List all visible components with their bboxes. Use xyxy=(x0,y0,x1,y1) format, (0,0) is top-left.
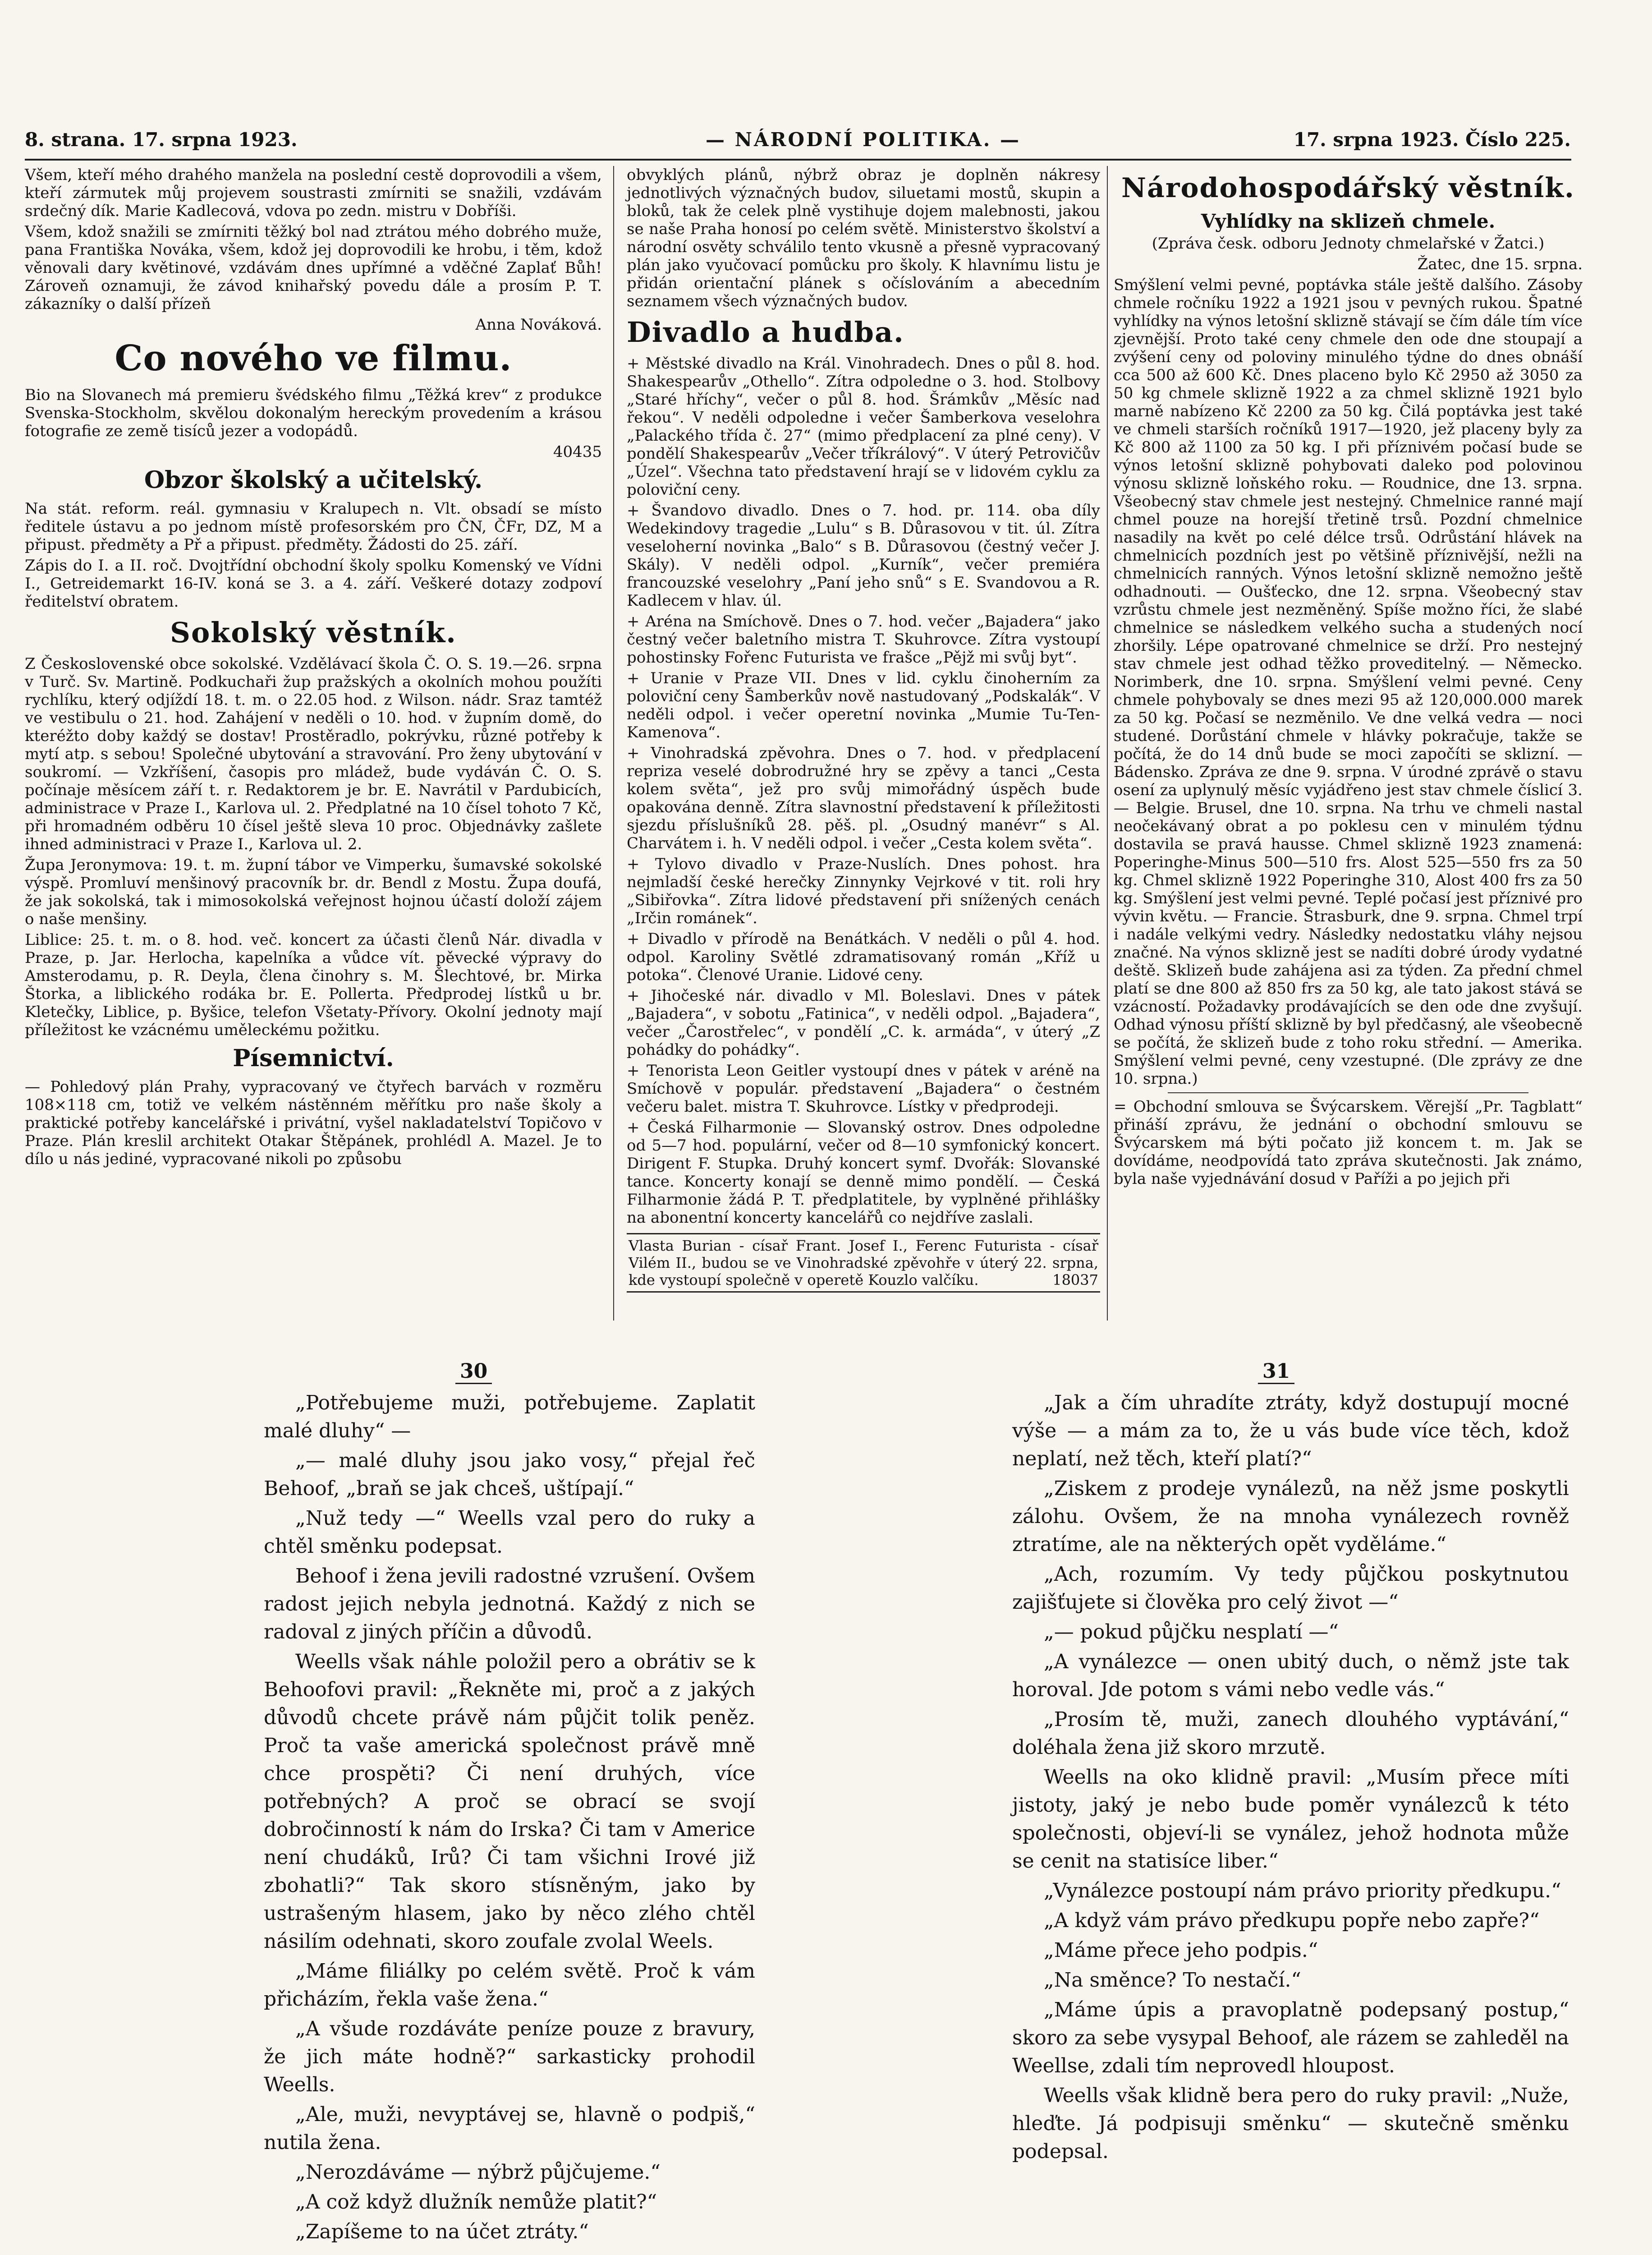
story-column-left xyxy=(264,1389,755,2243)
theatre-heading: Divadlo a hudba. xyxy=(627,316,904,349)
theatre-notice: + Tenorista Leon Geitler vystoupí dnes v pátek v aréně na Smíchově v populár. představení „Bajadera“ o čestném večeru balet. mistra T. Skuhrovce. Lístky v předprodeji. xyxy=(627,1062,1100,1116)
hop-source: (Zpráva česk. odboru Jednoty chmelařské v Žatci.) xyxy=(1152,235,1545,253)
advertisement-code: 18037 xyxy=(1052,1271,1098,1289)
theatre-notice: + Městské divadlo na Král. Vinohradech. Dnes o půl 8. hod. Shakespearův „Othello“. Zítra odpoledne o 3. hod. Stolbovy „Staré hříchy“, večer o půl 8. hod. Šrámkův „Měsíc nad řekou“. V neděli odpoledne i večer Šamberkova veselohra „Palackého třída č. 27“ (mimo předplacení za plné ceny). V pondělí Shakespearův „Večer tříkrálový“. V úterý Petrovičův „Úzel“. Všechna tato představení hrají se v lidovém cyklu za poloviční ceny. xyxy=(627,354,1100,499)
sokol-notice: Župa Jeronymova: 19. t. m. župní tábor ve Vimperku, šumavské sokolské výspě. Promluví menšinový pracovník br. dr. Bendl z Mostu. Župa doufá, že jak sokolská, tak i mimosokolská veřejnost hojnou účastí doloží zájem o naše menšiny. xyxy=(25,856,602,928)
story-paragraph: „Potřebujeme muži, potřebujeme. Zaplatit malé dluhy“ — xyxy=(264,1391,755,1442)
hop-report: Smýšlení velmi pevné, poptávka stále ještě dalšího. Zásoby chmele ročníku 1922 a 1921 jsou v pevných rukou. Špatné vyhlídky na výnos letošní sklizně stávají se čím dále tím více zjevnější. Proto také ceny chmele den ode dne stoupají a zvýšení ceny od poloviny minulého týdne do dnes obnáší cca 500 až 600 Kč. Dnes placeno bylo Kč 2950 až 3050 za 50 kg chmele sklizně 1922 a za chmel sklizně 1921 bylo marně nabízeno Kč 2200 za 50 kg. Čilá poptávka jest také ve chmeli starších ročníků 1917—1920, jež placeny byly za Kč 800 až 1100 za 50 kg. I při příznivém počasí bude se výnos letošní sklizně pohybovati daleko pod polovinou výnosu sklizně loňského roku. — Roudnice, dne 13. srpna. Všeobecný stav chmele jest nestejný. Chmelnice ranné mají chmel pouze na horejší třetině trsů. Pozdní chmelnice nasadily na květ po celé délce trsů. Odrůstání hlávek na chmelnicích pozdních jest po většině příznivější, nežli na chmelnicích ranných. Výnos letošní sklizně nemožno ještě odhadnouti. — Oušťecko, dne 12. srpna. Všeobecný stav vzrůstu chmele jest nezměněný. Spíše možno říci, že slabé chmelnice se následkem velkého sucha a studených nocí zhoršily. Lépe opatrované chmelnice se drží. Pro nestejný stav chmele jest odhad těžko proveditelný. — Německo. Norimberk, dne 10. srpna. Smýšlení velmi pevné. Ceny chmele pohybovaly se dnes mezi 95 až 120,000.000 marek za 50 kg. Počasí se nezměnilo. Ve dne velká vedra — noci studené. Dorůstání chmele v hlávky pokračuje, takže se počítá, že do 14 dnů bude se moci započíti se sklizní. — Bádensko. Zpráva ze dne 9. srpna. V úrodné zprávě o stavu osení za uplynulý měsíc vyjádřeno jest stav chmele číslicí 3. — Belgie. Brusel, dne 10. srpna. Na trhu ve chmeli nastal neočekávaný obrat a po poklesu cen v minulém týdnu dostavila se pravá hausse. Chmel sklizně 1923 znamená: Poperinghe-Minus 500—510 frs. Alost 525—550 frs za 50 kg. Chmel sklizně 1922 Poperinghe 310, Alost 400 frs za 50 kg. Smýšlení jest velmi pevné. Teplé počasí jest příznivé pro vývin květu. — Francie. Štrasburk, dne 9. srpna. Chmel trpí i nadále velkými vedry. Následky nedostatku vláhy nejsou značné. Na výnos sklizně jest se nadíti dobré úrody vydatné deště. Sklizeň bude zahájena asi za týden. Za přední chmel platí se dne 800 až 850 frs za 50 kg, ale tato jakost stává se vzácností. Požadavky prodávajících se den ode dne zvyšují. Odhad výnosu příští sklizně by byl předčasný, ale všeobecně se počítá, že sklizeň bude z toho roku střední. — Amerika. Smýšlení velmi pevné, ceny vzestupné. (Dle zprávy ze dne 10. srpna.) xyxy=(1114,276,1583,1088)
story-paragraph: Weells na oko klidně pravil: „Musím přece míti jistoty, jaký je nebo bude poměr vynálezců k této společnosti, objeví-li se vynález, jehož hodnota může se cenit na statisíce liber.“ xyxy=(1012,1766,1569,1873)
thanks-notice: Všem, kdož snažili se zmírniti těžký bol nad ztrátou mého dobrého muže, pana Františka Nováka, všem, kdož jej doprovodili ke hrobu, i těm, kdož věnovali dary květinové, vzdávám dnes upřímné a vděčné Zaplať Bůh! Zároveň oznamuji, že závod knihařský povedu dále a prosím P. T. zákazníky o další přízeň xyxy=(25,223,602,313)
school-notice: Zápis do I. a II. roč. Dvojtřídní obchodní školy spolku Komenský ve Vídni I., Getreidemarkt 16-IV. koná se 3. a 4. září. Veškeré dotazy zodpoví ředitelství obratem. xyxy=(25,557,602,611)
economy-heading: Národohospodářský věstník. xyxy=(1121,172,1575,204)
theatre-notice: + Vinohradská zpěvohra. Dnes o 7. hod. v předplacení repriza veselé dobrodružné hry se zpěvy a tanci „Cesta kolem světa“, jež pro svůj mimořádný úspěch bude opakována denně. Zítra slavnostní představení k příležitosti sjezdu příslušníků 28. pěš. pl. „Osudný manévr“ s Al. Charvátem i. h. V neděli odpol. i večer „Cesta kolem světa“. xyxy=(627,744,1100,852)
story-paragraph: Weells však klidně bera pero do ruky pravil: „Nuže, hleďte. Já podpisuji směnku“ — skutečně směnku podepsal. xyxy=(1012,2084,1569,2163)
trade-notice: = Obchodní smlouva se Švýcarskem. Věrejší „Pr. Tagblatt“ přináší zprávu, že jednání o obchodní smlouvu se Švýcarskem má býti počato již koncem t. m. Jak se dovídáme, neodpovídá tato zpráva skutečnosti. Jak známo, byla naše vyjednávání dosud v Paříži a po jejich při xyxy=(1114,1098,1583,1188)
story-paragraph: „Ach, rozumím. Vy tedy půjčkou poskytnutou zajišťujete si člověka pro celý život —“ xyxy=(1012,1563,1569,1614)
story-paragraph: „Zapíšeme to na účet ztráty.“ xyxy=(295,2220,589,2243)
story-paragraph: „Máme úpis a pravoplatně podepsaný postup,“ skoro za sebe vysypal Behoof, ale rázem se zahleděl na Weellse, zdali tím neprovedl hloupost. xyxy=(1012,1998,1569,2077)
film-code: 40435 xyxy=(553,443,602,461)
theatre-notice: + Aréna na Smíchově. Dnes o 7. hod. večer „Bajadera“ jako čestný večer baletního mistra T. Skuhrovce. Zítra vystoupí pohostinsky Fořenc Futurista ve frašce „Pějž mi svůj byt“. xyxy=(627,612,1100,667)
column-divider xyxy=(613,166,614,1321)
school-heading: Obzor školský a učitelský. xyxy=(144,466,483,494)
story-column-right xyxy=(1012,1389,1569,2163)
story-paragraph: Behoof i žena jevili radostné vzrušení. Ovšem radost jejich nebyla jednotná. Každý z nich se radoval z jiných příčin a důvodů. xyxy=(264,1565,755,1643)
story-paragraph: „Jak a čím uhradíte ztráty, když dostupují mocné výše — a mám za to, že u vás bude více těch, kdož neplatí, než těch, kteří platí?“ xyxy=(1012,1391,1569,1470)
thanks-signature: Anna Nováková. xyxy=(475,316,602,334)
sokol-notice: Z Československé obce sokolské. Vzdělávací škola Č. O. S. 19.—26. srpna v Turč. Sv. Martině. Podkuchaři žup pražských a okolních mohou použíti rychlíku, který odjíždí 18. t. m. o 22.05 hod. z Wilson. nádr. Sraz tamtéž ve vestibulu o 21. hod. Zahájení v neděli o 10. hod. v župním domě, do kteréžto doby každý se dostav! Prostěradlo, pokrývku, různé potřeby k mytí atp. s sebou! Společné ubytování a stravování. Pro ženy ubytování v soukromí. — Vzkříšení, časopis pro mládež, bude vydáván Č. O. S. počínaje měsícem září t. r. Redaktorem je br. E. Navrátil v Pardubicích, administrace v Praze I., Karlova ul. 2. Předplatné na 10 čísel tohoto 7 Kč, při hromadném odběru 10 čísel ještě sleva 10 proc. Objednávky zašlete ihned administraci v Praze I., Karlova ul. 2. xyxy=(25,655,602,853)
masthead-issue: 17. srpna 1923. Číslo 225. xyxy=(1293,129,1571,151)
theatre-notice: + Divadlo v přírodě na Benátkách. V neděli o půl 4. hod. odpol. Karoliny Světlé zdramatisovaný román „Kříž u potoka“. Členové Uranie. Lidové ceny. xyxy=(627,930,1100,984)
masthead-rule xyxy=(25,159,1571,161)
theatre-notice: + Jihočeské nár. divadlo v Ml. Boleslavi. Dnes v pátek „Bajadera“, v sobotu „Fatinica“, v neděli odpol. „Bajadera“, večer „Čarostřelec“, v pondělí „C. k. armáda“, v úterý „Z pohádky do pohádky“. xyxy=(627,987,1100,1059)
story-paragraph: „Máme filiálky po celém světě. Proč k vám přicházím, řekla vaše žena.“ xyxy=(264,1960,755,2011)
literature-heading: Písemnictví. xyxy=(233,1045,394,1072)
hop-title: Vyhlídky na sklizeň chmele. xyxy=(1201,210,1496,232)
film-notice: Bio na Slovanech má premieru švédského filmu „Těžká krev“ z produkce Svenska-Stockholm, skvělou dokonalým hereckým provedením a krásou fotografie ze země tisíců jezer a vodopádů. xyxy=(25,386,602,440)
story-paragraph: „Ziskem z prodeje vynálezů, na něž jsme poskytli zálohu. Ovšem, že na mnoha vynálezech rovněž ztratíme, ale na některých opět vyděláme.“ xyxy=(1012,1477,1569,1556)
column-1 xyxy=(25,166,602,1321)
story-paragraph: „A což když dlužník nemůže platit?“ xyxy=(295,2191,657,2214)
story-paragraph: „— pokud půjčku nesplatí —“ xyxy=(1044,1620,1339,1643)
advertisement-box xyxy=(627,1233,1100,1293)
column-divider xyxy=(1107,166,1108,1321)
literature-continued: obvyklých plánů, nýbrž obraz je doplněn nákresy jednotlivých význačných budov, siluetami mostů, skupin a bloků, tak že celek plně vystihuje dojem malebnosti, jakou se naše Praha honosí po celém světě. Ministerstvo školství a národní osvěty schválilo tento vkusně a přesně vypracovaný plán jako vyučovací pomůcku pro školy. K hlavnímu listu je přidán orientační plánek s očíslováním a abecedním seznamem všech význačných budov. xyxy=(627,166,1100,310)
story-paragraph: „Vynálezce postoupí nám právo priority předkupu.“ xyxy=(1044,1879,1561,1902)
school-notice: Na stát. reform. reál. gymnasiu v Kralupech n. Vlt. obsadí se místo ředitele ústavu a po jednom místě profesorském pro ČN, ČFr, DZ, M a připust. předměty a Př a připust. předměty. Žádosti do 25. září. xyxy=(25,500,602,554)
column-2 xyxy=(627,166,1100,1321)
story-paragraph: „A vynálezce — onen ubitý duch, o němž jste tak horoval. Jde potom s vámi nebo vedle vás.“ xyxy=(1012,1650,1569,1701)
theatre-notice: + Uranie v Praze VII. Dnes v lid. cyklu činoherním za poloviční ceny Šamberkův nově nastudovaný „Podskalák“. V neděli odpol. i večer operetní novinka „Mumie Tu-Ten-Kamenova“. xyxy=(627,669,1100,741)
story-paragraph: „Máme přece jeho podpis.“ xyxy=(1044,1939,1318,1962)
story-paragraph: Weells však náhle položil pero a obrátiv se k Behoofovi pravil: „Řekněte mi, proč a z jakých důvodů chcete právě nám půjčit tolik peněz. Proč ta vaše americká společnost právě mně chce prospěti? Či není druhých, více potřebných? A proč se obrací se svojí dobročinností k nám do Irska? Či tam v Americe není chudáků, Irů? Či tam všichni Irové již zbohatli?“ Tak skoro stísněným, jako by ustrašeným hlasem, jako by něco zlého chtěl násilím odehnati, skoro zoufale zvolal Weels. xyxy=(264,1650,755,1953)
masthead-title: — NÁRODNÍ POLITIKA. — xyxy=(706,129,1021,151)
theatre-notice: + Tylovo divadlo v Praze-Nuslích. Dnes pohost. hra nejmladší české herečky Zinnynky Vejrkové v tit. roli hry „Sibiřovka“. Zítra lidové představení při snížených cenách „Irčin románek“. xyxy=(627,855,1100,927)
story-paragraph: „Na směnce? To nestačí.“ xyxy=(1044,1969,1301,1992)
section-divider xyxy=(1168,1092,1528,1093)
story-paragraph: „Prosím tě, muži, zanech dlouhého vyptávání,“ doléhala žena již skoro mrzutě. xyxy=(1012,1708,1569,1759)
sokol-heading: Sokolský věstník. xyxy=(170,616,457,649)
advertisement-text: Vlasta Burian - císař Frant. Josef I., Ferenc Futurista - císař Vilém II., budou se ve Vinohradské zpěvohře v úterý 22. srpna, kde vystoupí společně v operetě Kouzlo valčíku. xyxy=(629,1237,1098,1289)
story-paragraph: „Nuž tedy —“ Weells vzal pero do ruky a chtěl směnku podepsat. xyxy=(264,1507,755,1558)
film-heading: Co nového ve filmu. xyxy=(115,338,512,379)
column-3 xyxy=(1114,166,1583,1321)
masthead-date-left: 8. strana. 17. srpna 1923. xyxy=(25,129,298,151)
thanks-notice: Všem, kteří mého drahého manžela na poslední cestě doprovodili a všem, kteří zármutek můj projevem soustrasti zmírniti se snažili, vzdávám srdečný dík. Marie Kadlecová, vdova po zedn. mistru v Dobříši. xyxy=(25,166,602,220)
story-paragraph: „Ale, muži, nevyptávej se, hlavně o podpiš,“ nutila žena. xyxy=(264,2103,755,2154)
theatre-notice: + Česká Filharmonie — Slovanský ostrov. Dnes odpoledne od 5—7 hod. populární, večer od 8—10 symfonický koncert. Dirigent F. Stupka. Druhý koncert symf. Dvořák: Slovanské tance. Koncerty konají se denně mimo pondělí. — Česká Filharmonie žádá P. T. předplatitele, by vyplněné přihlášky na abonentní koncerty kancelářů co nejdříve zaslali. xyxy=(627,1118,1100,1227)
page-number-left: 30 xyxy=(455,1360,492,1384)
story-paragraph: „A když vám právo předkupu popře nebo zapře?“ xyxy=(1044,1909,1540,1932)
story-paragraph: „A všude rozdáváte peníze pouze z bravury, že jich máte hodně?“ sarkasticky prohodil Weells. xyxy=(264,2017,755,2096)
story-paragraph: „Nerozdáváme — nýbrž půjčujeme.“ xyxy=(295,2161,661,2184)
literature-notice: — Pohledový plán Prahy, vypracovaný ve čtyřech barvách v rozměru 108×118 cm, totiž ve velkém nástěnném měřítku pro naše školy a praktické potřeby kancelářské i privátní, vyšel nakladatelství Topičovo v Praze. Plán kreslil architekt Otakar Štěpánek, prohlédl A. Mazel. Je to dílo u nás jediné, vypracované nikoli po způsobu xyxy=(25,1078,602,1168)
theatre-notice: + Švandovo divadlo. Dnes o 7. hod. pr. 114. oba díly Wedekindovy tragedie „Lulu“ s B. Důrasovou v tit. úl. Zítra veseloherní novinka „Balo“ s B. Důrasovou (čestný večer J. Skály). V neděli odpol. „Kurník“, večer premiéra francouzské veselohry „Paní jeho snů“ s E. Svandovou a R. Kadlecem v hlav. úl. xyxy=(627,502,1100,610)
hop-dateline: Žatec, dne 15. srpna. xyxy=(1417,255,1583,273)
sokol-notice: Liblice: 25. t. m. o 8. hod. več. koncert za účasti členů Nár. divadla v Praze, p. Jar. Herlocha, kapelníka a vůdce vít. pěvecké výpravy do Amsterodamu, p. R. Deyla, člena činohry s. M. Šlechtové, br. Mirka Štorka, a liblického rodáka br. E. Pollerta. Předprodej lístků u br. Kletečky, Liblice, p. Byšice, telefon Všetaty-Přívory. Okolní jednoty mají příležitost ke vzácnému uměleckému požitku. xyxy=(25,931,602,1039)
story-paragraph: „— malé dluhy jsou jako vosy,“ přejal řeč Behoof, „braň se jak chceš, uštípají.“ xyxy=(264,1449,755,1500)
page-number-right: 31 xyxy=(1258,1360,1294,1384)
